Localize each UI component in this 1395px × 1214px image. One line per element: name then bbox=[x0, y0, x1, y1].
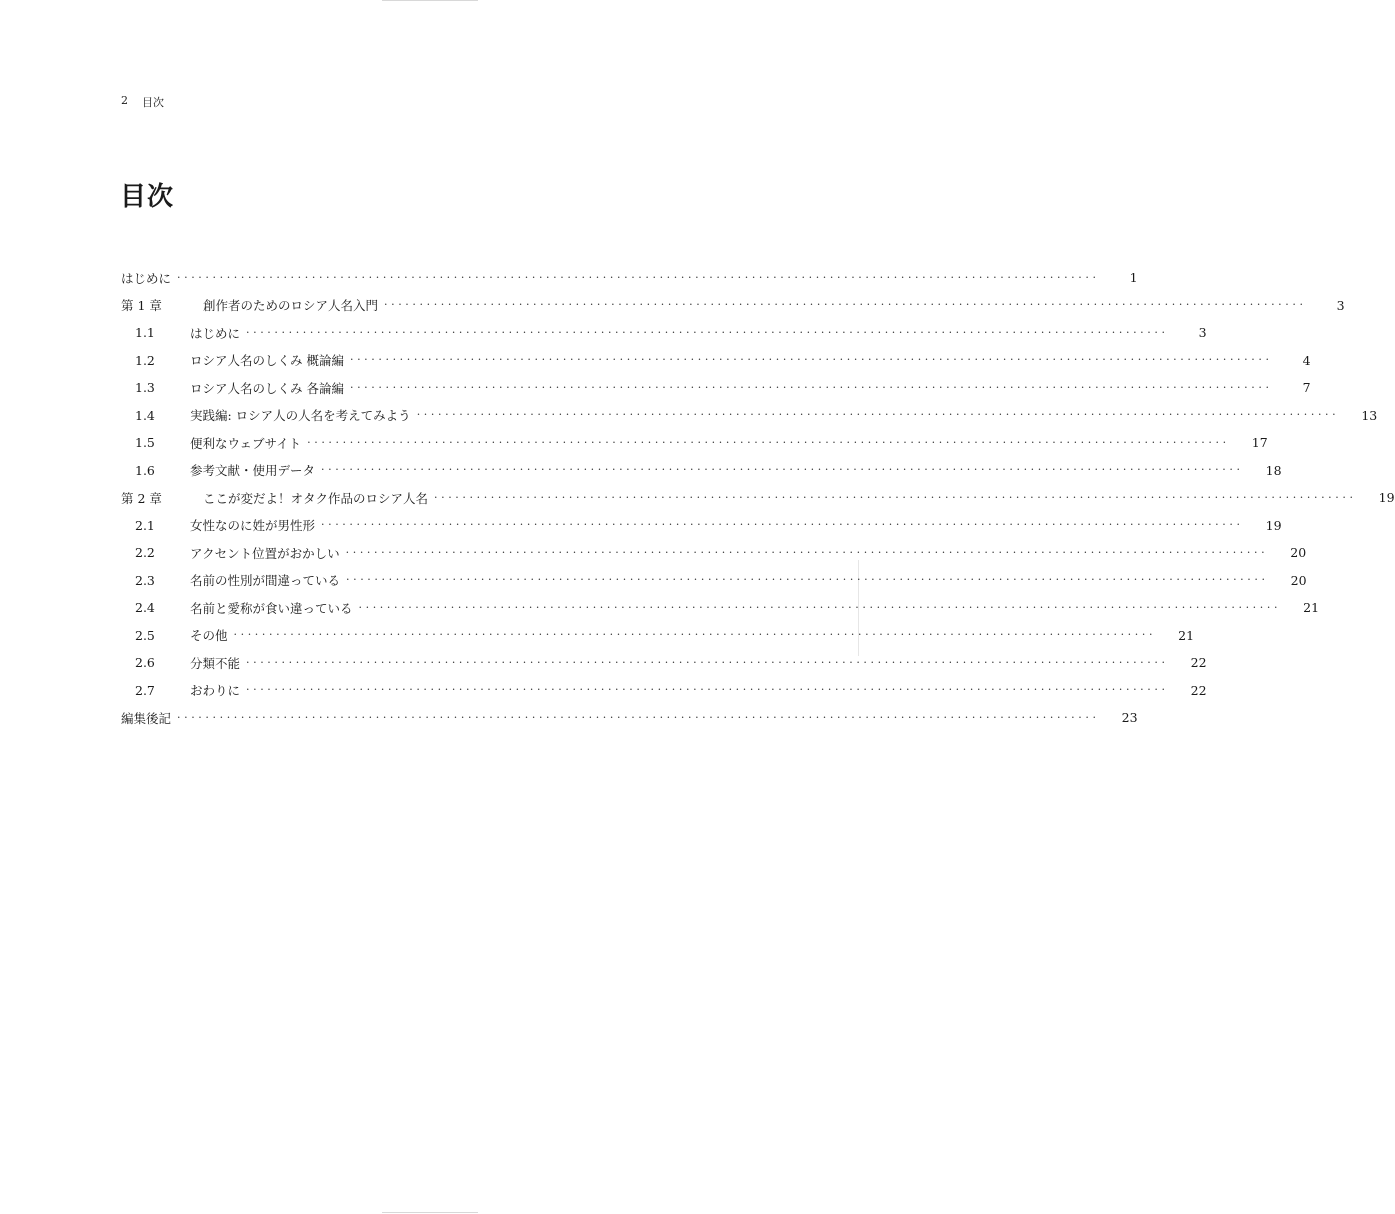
toc-section-number: 2.5 bbox=[135, 627, 155, 643]
toc-leader-dots: ·································································································································· bbox=[349, 380, 1273, 394]
toc-section-number: 1.6 bbox=[135, 462, 155, 478]
header-running-title: 目次 bbox=[142, 96, 164, 109]
toc-section-title: 名前の性別が間違っている bbox=[190, 573, 341, 589]
toc-entry-page: 19 bbox=[1265, 517, 1282, 533]
toc-section-number: 2.2 bbox=[135, 545, 155, 561]
toc-section-title: アクセント位置がおかしい bbox=[190, 545, 340, 561]
toc-section-number: 2.6 bbox=[135, 655, 155, 671]
toc-section-title: 便利なウェブサイト bbox=[190, 435, 302, 451]
toc-section-number: 2.4 bbox=[135, 600, 155, 616]
toc-entry-page: 7 bbox=[1302, 380, 1311, 396]
toc-entry-afterword[interactable] bbox=[121, 704, 1138, 732]
toc-section-number: 2.7 bbox=[135, 682, 155, 698]
toc-leader-dots: ·································································································································· bbox=[177, 270, 1100, 284]
toc-entry-title: はじめに bbox=[121, 270, 172, 286]
toc-entry-page: 22 bbox=[1190, 682, 1207, 698]
toc-section-title: 名前と愛称が食い違っている bbox=[190, 600, 353, 616]
toc-section-number: 1.4 bbox=[135, 407, 155, 423]
toc-chapter-title: ここが変だよ！オタク作品のロシア人名 bbox=[203, 490, 429, 506]
toc-leader-dots: ·································································································································· bbox=[384, 298, 1307, 312]
toc-section-2-3[interactable] bbox=[121, 567, 1307, 595]
toc-section-number: 1.1 bbox=[135, 325, 155, 341]
toc-section-title: ロシア人名のしくみ 概論編 bbox=[190, 353, 344, 369]
toc-entry-page: 1 bbox=[1129, 270, 1138, 286]
toc-entry-page: 17 bbox=[1251, 435, 1268, 451]
toc-leader-dots: ·································································································································· bbox=[349, 353, 1273, 367]
toc-leader-dots: ·································································································································· bbox=[345, 545, 1269, 559]
toc-leader-dots: ·································································································································· bbox=[321, 518, 1244, 532]
toc-section-1-5[interactable] bbox=[121, 429, 1268, 457]
toc-section-title: おわりに bbox=[190, 683, 241, 699]
toc-leader-dots: ·································································································································· bbox=[246, 325, 1169, 339]
toc-section-number: 2.1 bbox=[135, 517, 155, 533]
toc-leader-dots: ·································································································································· bbox=[321, 463, 1244, 477]
page-title: 目次 bbox=[120, 182, 175, 212]
page-edge-bottom bbox=[382, 1212, 478, 1213]
toc-leader-dots: ·································································································································· bbox=[358, 600, 1282, 614]
toc-section-title: 実践編: ロシア人の人名を考えてみよう bbox=[190, 408, 411, 424]
toc-entry-page: 21 bbox=[1178, 627, 1195, 643]
toc-chapter-number: 第 2 章 bbox=[121, 490, 162, 506]
toc-leader-dots: ·································································································································· bbox=[177, 710, 1100, 724]
toc-entry-page: 22 bbox=[1190, 655, 1207, 671]
toc-leader-dots: ·································································································································· bbox=[307, 435, 1230, 449]
toc-section-2-6[interactable] bbox=[121, 649, 1207, 677]
toc-entry-page: 21 bbox=[1303, 600, 1320, 616]
toc-leader-dots: ·································································································································· bbox=[346, 573, 1269, 587]
toc-entry-page: 18 bbox=[1265, 462, 1282, 478]
table-of-contents bbox=[121, 264, 1395, 732]
header-page-number: 2 bbox=[121, 94, 128, 107]
toc-section-number: 1.2 bbox=[135, 352, 155, 368]
toc-section-title: その他 bbox=[190, 628, 228, 644]
toc-entry-page: 20 bbox=[1290, 572, 1307, 588]
toc-section-1-6[interactable] bbox=[121, 457, 1282, 485]
toc-section-2-5[interactable] bbox=[121, 622, 1195, 650]
toc-section-title: はじめに bbox=[190, 325, 241, 341]
toc-entry-page: 23 bbox=[1121, 710, 1138, 726]
toc-section-title: 分類不能 bbox=[190, 655, 241, 671]
toc-entry-page: 13 bbox=[1361, 407, 1378, 423]
toc-chapter-title: 創作者のためのロシア人名入門 bbox=[203, 298, 379, 314]
toc-leader-dots: ·································································································································· bbox=[233, 628, 1157, 642]
toc-section-number: 1.5 bbox=[135, 435, 155, 451]
toc-section-1-4[interactable] bbox=[121, 402, 1378, 430]
toc-section-1-1[interactable] bbox=[121, 319, 1207, 347]
toc-leader-dots: ·································································································································· bbox=[246, 683, 1169, 697]
toc-section-title: ロシア人名のしくみ 各論編 bbox=[190, 380, 344, 396]
toc-entry-page: 19 bbox=[1378, 490, 1395, 506]
toc-chapter-2[interactable] bbox=[121, 484, 1395, 512]
toc-chapter-1[interactable] bbox=[121, 292, 1345, 320]
toc-section-2-1[interactable] bbox=[121, 512, 1282, 540]
toc-section-title: 参考文献・使用データ bbox=[190, 463, 316, 479]
toc-section-title: 女性なのに姓が男性形 bbox=[190, 518, 316, 534]
page-edge-top bbox=[382, 0, 478, 1]
toc-entry-page: 3 bbox=[1198, 325, 1207, 341]
toc-entry-page: 4 bbox=[1302, 352, 1311, 368]
toc-section-1-2[interactable] bbox=[121, 347, 1311, 375]
toc-section-1-3[interactable] bbox=[121, 374, 1311, 402]
toc-section-2-7[interactable] bbox=[121, 677, 1207, 705]
toc-leader-dots: ·································································································································· bbox=[246, 655, 1169, 669]
toc-entry-page: 20 bbox=[1290, 545, 1307, 561]
toc-entry-foreword[interactable] bbox=[121, 264, 1138, 292]
toc-section-2-4[interactable] bbox=[121, 594, 1320, 622]
toc-entry-page: 3 bbox=[1336, 297, 1345, 313]
toc-section-2-2[interactable] bbox=[121, 539, 1307, 567]
toc-section-number: 2.3 bbox=[135, 572, 155, 588]
toc-leader-dots: ·································································································································· bbox=[416, 408, 1340, 422]
running-header bbox=[121, 94, 164, 110]
toc-chapter-number: 第 1 章 bbox=[121, 298, 162, 314]
toc-leader-dots: ·································································································································· bbox=[434, 490, 1357, 504]
toc-entry-title: 編集後記 bbox=[121, 710, 172, 726]
toc-section-number: 1.3 bbox=[135, 380, 155, 396]
